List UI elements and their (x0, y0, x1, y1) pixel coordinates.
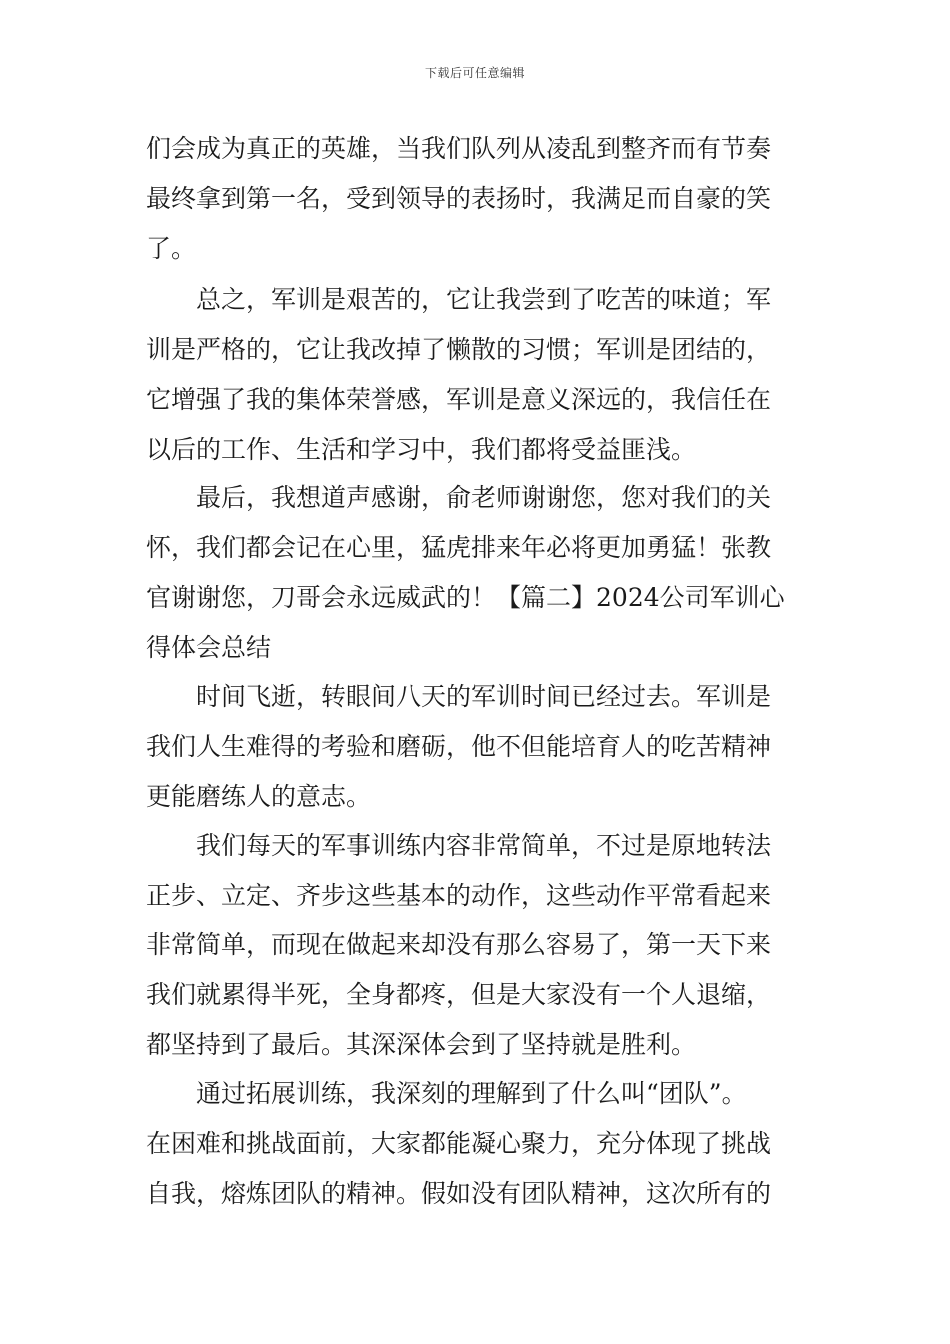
text-line: 官谢谢您，刀哥会永远威武的！【篇二】2024公司军训心 (146, 583, 785, 612)
text-line: 我们每天的军事训练内容非常简单，不过是原地转法 (146, 831, 772, 860)
text-line: 自我，熔炼团队的精神。假如没有团队精神，这次所有的 (146, 1179, 772, 1208)
text-line: 们会成为真正的英雄，当我们队列从凌乱到整齐而有节奏 (146, 134, 772, 163)
text-line: 我们人生难得的考验和磨砺，他不但能培育人的吃苦精神 (146, 732, 772, 761)
text-line: 正步、立定、齐步这些基本的动作，这些动作平常看起来 (146, 881, 772, 910)
text-line: 在困难和挑战面前，大家都能凝心聚力，充分体现了挑战 (146, 1129, 772, 1158)
text-line: 都坚持到了最后。其深深体会到了坚持就是胜利。 (146, 1030, 697, 1059)
text-line: 它增强了我的集体荣誉感，军训是意义深远的，我信任在 (146, 385, 772, 414)
text-line: 通过拓展训练，我深刻的理解到了什么叫“团队”。 (146, 1079, 747, 1108)
text-line: 最后，我想道声感谢，俞老师谢谢您，您对我们的关 (146, 483, 772, 512)
text-line: 训是严格的，它让我改掉了懒散的习惯；军训是团结的， (146, 335, 772, 364)
text-line: 总之，军训是艰苦的，它让我尝到了吃苦的味道；军 (146, 285, 772, 314)
text-line: 更能磨练人的意志。 (146, 782, 372, 811)
text-line: 最终拿到第一名，受到领导的表扬时，我满足而自豪的笑 (146, 184, 772, 213)
text-line: 了。 (146, 234, 197, 263)
text-line: 我们就累得半死，全身都疼，但是大家没有一个人退缩， (146, 980, 772, 1009)
text-line: 怀，我们都会记在心里，猛虎排来年必将更加勇猛！张教 (146, 533, 772, 562)
page-header: 下载后可任意编辑 (424, 66, 525, 80)
text-line: 得体会总结 (146, 633, 272, 662)
text-line: 以后的工作、生活和学习中，我们都将受益匪浅。 (146, 435, 697, 464)
text-line: 时间飞逝，转眼间八天的军训时间已经过去。军训是 (146, 682, 772, 711)
text-line: 非常简单，而现在做起来却没有那么容易了，第一天下来 (146, 930, 772, 959)
